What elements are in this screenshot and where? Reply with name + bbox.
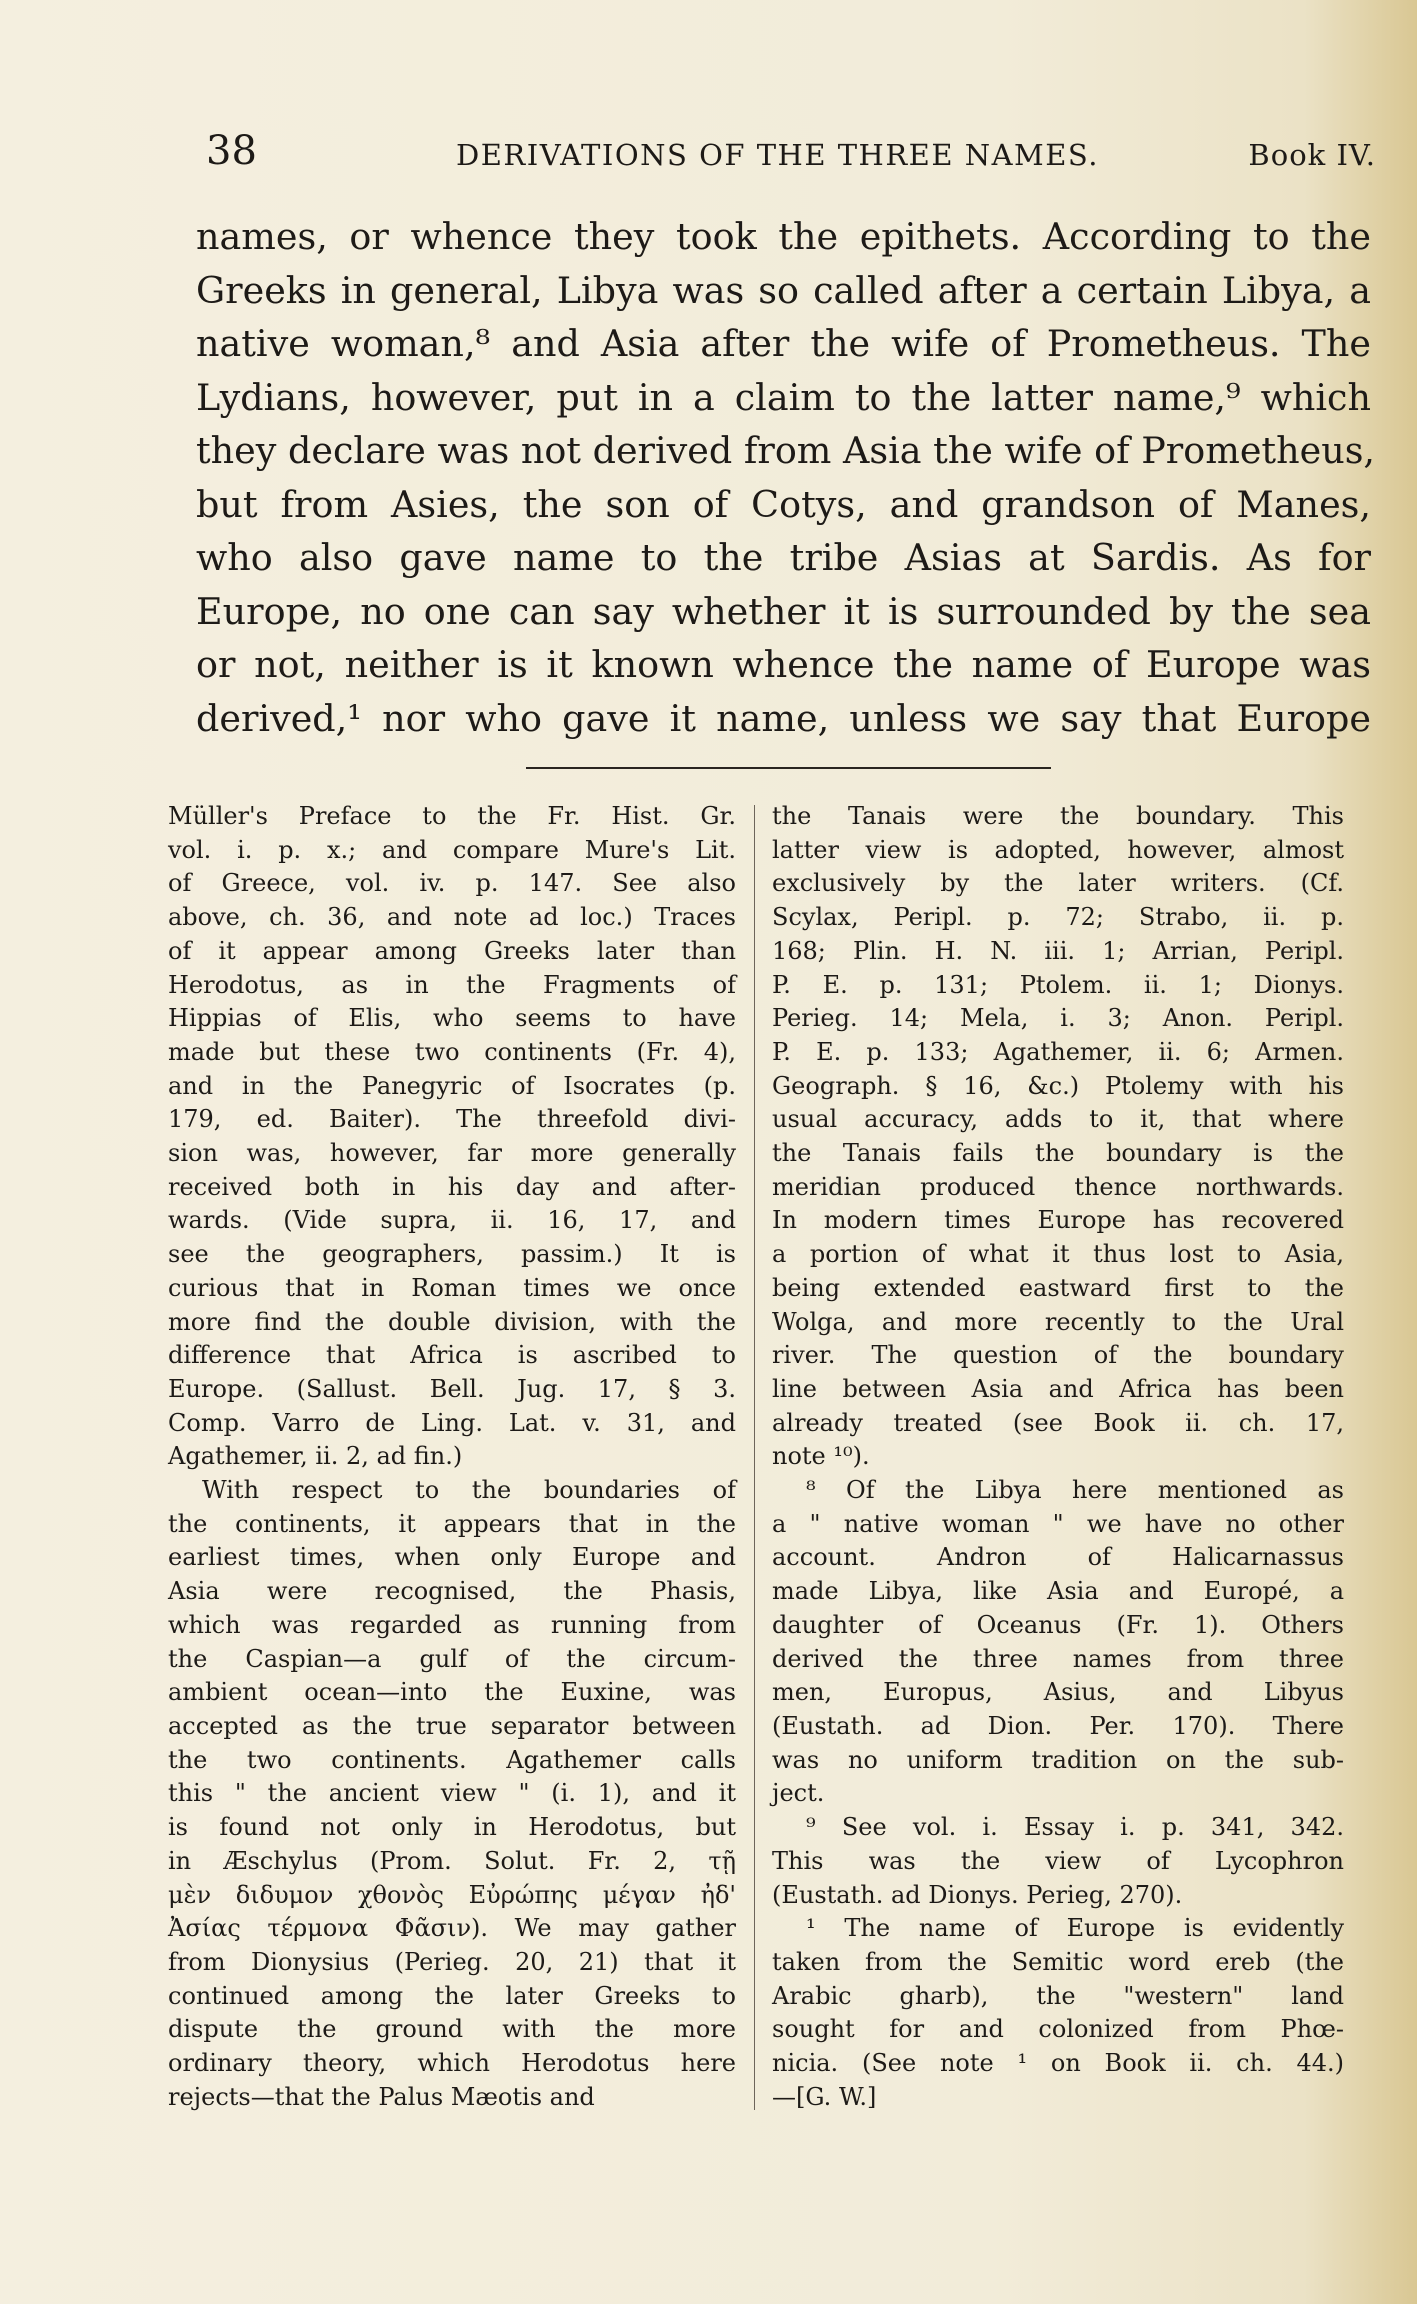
footnote-line: of Greece, vol. iv. p. 147. See also xyxy=(168,869,736,898)
footnote-line: ordinary theory, which Herodotus here xyxy=(168,2049,736,2078)
footnote-line: difference that Africa is ascribed to xyxy=(168,1341,736,1370)
footnote-line: Hippias of Elis, who seems to have xyxy=(168,1004,736,1033)
footnote-line: a " native woman " we have no other xyxy=(772,1509,1344,1538)
footnote-line: 168; Plin. H. N. iii. 1; Arrian, Peripl. xyxy=(772,936,1344,965)
footnote-line: Comp. Varro de Ling. Lat. v. 31, and xyxy=(168,1408,736,1437)
footnote-line: see the geographers, passim.) It is xyxy=(168,1240,736,1269)
footnote-line: earliest times, when only Europe and xyxy=(168,1543,736,1572)
footnote-line: Müller's Preface to the Fr. Hist. Gr. xyxy=(168,802,736,830)
footnote-line: With respect to the boundaries of xyxy=(202,1476,736,1505)
footnote-line: 179, ed. Baiter). The threefold divi- xyxy=(168,1105,736,1134)
footnote-line: This was the view of Lycophron xyxy=(772,1846,1344,1875)
main-text-line: but from Asies, the son of Cotys, and grandson of Manes, xyxy=(196,482,1371,526)
footnote-line: more find the double division, with the xyxy=(168,1307,736,1336)
footnotes-left-column xyxy=(168,800,736,2114)
footnote-line: rejects—that the Palus Mæotis and xyxy=(168,2082,595,2111)
footnote-line: meridian produced thence northwards. xyxy=(772,1172,1344,1201)
footnote-line: Wolga, and more recently to the Ural xyxy=(772,1307,1344,1336)
footnote-line: river. The question of the boundary xyxy=(772,1341,1344,1370)
footnotes-right-column xyxy=(772,800,1344,2114)
footnote-line: received both in his day and after- xyxy=(168,1172,736,1201)
footnote-line: Arabic gharb), the "western" land xyxy=(772,1981,1344,2010)
footnote-line: already treated (see Book ii. ch. 17, xyxy=(772,1408,1344,1437)
footnote-line: —[G. W.] xyxy=(772,2082,877,2111)
footnote-line: Europe. (Sallust. Bell. Jug. 17, § 3. xyxy=(168,1374,736,1403)
footnote-line: the continents, it appears that in the xyxy=(168,1509,736,1538)
footnote-line: sought for and colonized from Phœ- xyxy=(772,2015,1344,2044)
footnote-line: nicia. (See note ¹ on Book ii. ch. 44.) xyxy=(772,2049,1344,2078)
main-text-line: names, or whence they took the epithets. According to the xyxy=(196,215,1371,258)
footnote-line: note ¹⁰). xyxy=(772,1442,870,1471)
footnote-line: Herodotus, as in the Fragments of xyxy=(168,970,736,999)
main-text-line: Europe, no one can say whether it is surrounded by the sea xyxy=(196,589,1371,633)
footnote-line: the Tanais were the boundary. This xyxy=(772,802,1344,830)
running-head: DERIVATIONS OF THE THREE NAMES. xyxy=(456,138,1099,172)
page-number: 38 xyxy=(206,128,257,174)
footnote-line: made Libya, like Asia and Europé, a xyxy=(772,1577,1344,1606)
main-text-line: or not, neither is it known whence the name of Europe was xyxy=(196,643,1371,686)
footnote-line: exclusively by the later writers. (Cf. xyxy=(772,869,1344,898)
footnote-line: which was regarded as running from xyxy=(168,1610,736,1639)
footnote-line: derived the three names from three xyxy=(772,1644,1344,1673)
footnote-line: curious that in Roman times we once xyxy=(168,1273,736,1302)
footnote-line: and in the Panegyric of Isocrates (p. xyxy=(168,1071,736,1100)
footnote-line: Asia were recognised, the Phasis, xyxy=(168,1577,736,1606)
main-text-line: who also gave name to the tribe Asias at Sardis. As for xyxy=(196,536,1371,579)
footnote-line: usual accuracy, adds to it, that where xyxy=(772,1105,1344,1134)
book-label: Book IV. xyxy=(1248,138,1376,172)
footnote-line: P. E. p. 131; Ptolem. ii. 1; Dionys. xyxy=(772,970,1344,999)
footnote-line: taken from the Semitic word ereb (the xyxy=(772,1947,1344,1976)
footnote-line: Agathemer, ii. 2, ad fin.) xyxy=(168,1442,463,1471)
footnote-rule xyxy=(526,767,1051,769)
footnote-line: the Tanais fails the boundary is the xyxy=(772,1139,1344,1168)
footnote-line: (Eustath. ad Dion. Per. 170). There xyxy=(772,1711,1344,1740)
footnote-line: P. E. p. 133; Agathemer, ii. 6; Armen. xyxy=(772,1037,1344,1066)
footnote-line: wards. (Vide supra, ii. 16, 17, and xyxy=(168,1206,736,1235)
main-text-line: native woman,⁸ and Asia after the wife of Prometheus. The xyxy=(196,322,1371,365)
footnote-line: the Caspian—a gulf of the circum- xyxy=(168,1644,736,1673)
footnote-line: a portion of what it thus lost to Asia, xyxy=(772,1240,1344,1269)
footnote-line: being extended eastward first to the xyxy=(772,1273,1344,1302)
footnote-line: ambient ocean—into the Euxine, was xyxy=(168,1678,736,1707)
footnote-line: ¹ The name of Europe is evidently xyxy=(806,1914,1344,1943)
footnote-line: men, Europus, Asius, and Libyus xyxy=(772,1678,1344,1707)
footnote-line: made but these two continents (Fr. 4), xyxy=(168,1037,736,1066)
main-text-line: Lydians, however, put in a claim to the latter name,⁹ which xyxy=(196,375,1371,419)
footnote-line: Perieg. 14; Mela, i. 3; Anon. Peripl. xyxy=(772,1004,1344,1033)
footnote-line: ject. xyxy=(772,1779,825,1808)
footnote-line: (Eustath. ad Dionys. Perieg, 270). xyxy=(772,1880,1183,1909)
footnote-line: was no uniform tradition on the sub- xyxy=(772,1745,1344,1774)
footnote-line: this " the ancient view " (i. 1), and it xyxy=(168,1779,736,1808)
footnote-line: above, ch. 36, and note ad loc.) Traces xyxy=(168,903,736,932)
footnote-line: line between Asia and Africa has been xyxy=(772,1374,1344,1403)
page-header xyxy=(206,128,1376,178)
main-text-line: derived,¹ nor who gave it name, unless we say that Europe xyxy=(196,696,1371,740)
column-divider xyxy=(754,805,755,2110)
main-text-line: they declare was not derived from Asia the wife of Prometheus, xyxy=(196,429,1376,472)
footnote-line: is found not only in Herodotus, but xyxy=(168,1813,736,1842)
footnote-line: daughter of Oceanus (Fr. 1). Others xyxy=(772,1610,1344,1639)
footnote-line: Scylax, Peripl. p. 72; Strabo, ii. p. xyxy=(772,903,1344,932)
footnote-line: ⁸ Of the Libya here mentioned as xyxy=(806,1476,1344,1505)
main-text-line: Greeks in general, Libya was so called after a certain Libya, a xyxy=(196,268,1371,312)
footnote-line: accepted as the true separator between xyxy=(168,1711,736,1740)
footnote-line: the two continents. Agathemer calls xyxy=(168,1745,736,1774)
footnote-line: continued among the later Greeks to xyxy=(168,1981,736,2010)
footnote-line: of it appear among Greeks later than xyxy=(168,936,736,965)
footnote-line: vol. i. p. x.; and compare Mure's Lit. xyxy=(168,835,736,864)
footnote-line: Geograph. § 16, &c.) Ptolemy with his xyxy=(772,1071,1344,1100)
footnote-line: in Æschylus (Prom. Solut. Fr. 2, τῇ xyxy=(168,1846,736,1875)
footnote-line: Ἀσίας τέρμονα Φᾶσιν). We may gather xyxy=(168,1914,736,1943)
footnote-line: In modern times Europe has recovered xyxy=(772,1206,1344,1235)
footnote-line: dispute the ground with the more xyxy=(168,2015,736,2044)
footnote-line: latter view is adopted, however, almost xyxy=(772,835,1344,864)
footnote-line: account. Andron of Halicarnassus xyxy=(772,1543,1344,1572)
footnote-line: from Dionysius (Perieg. 20, 21) that it xyxy=(168,1947,736,1976)
footnote-line: ⁹ See vol. i. Essay i. p. 341, 342. xyxy=(806,1813,1344,1842)
footnote-line: sion was, however, far more generally xyxy=(168,1139,736,1168)
main-text xyxy=(196,210,1376,745)
footnote-line: μὲν διδυμον χθονὸς Εὐρώπης μέγαν ἠδ' xyxy=(168,1880,736,1909)
